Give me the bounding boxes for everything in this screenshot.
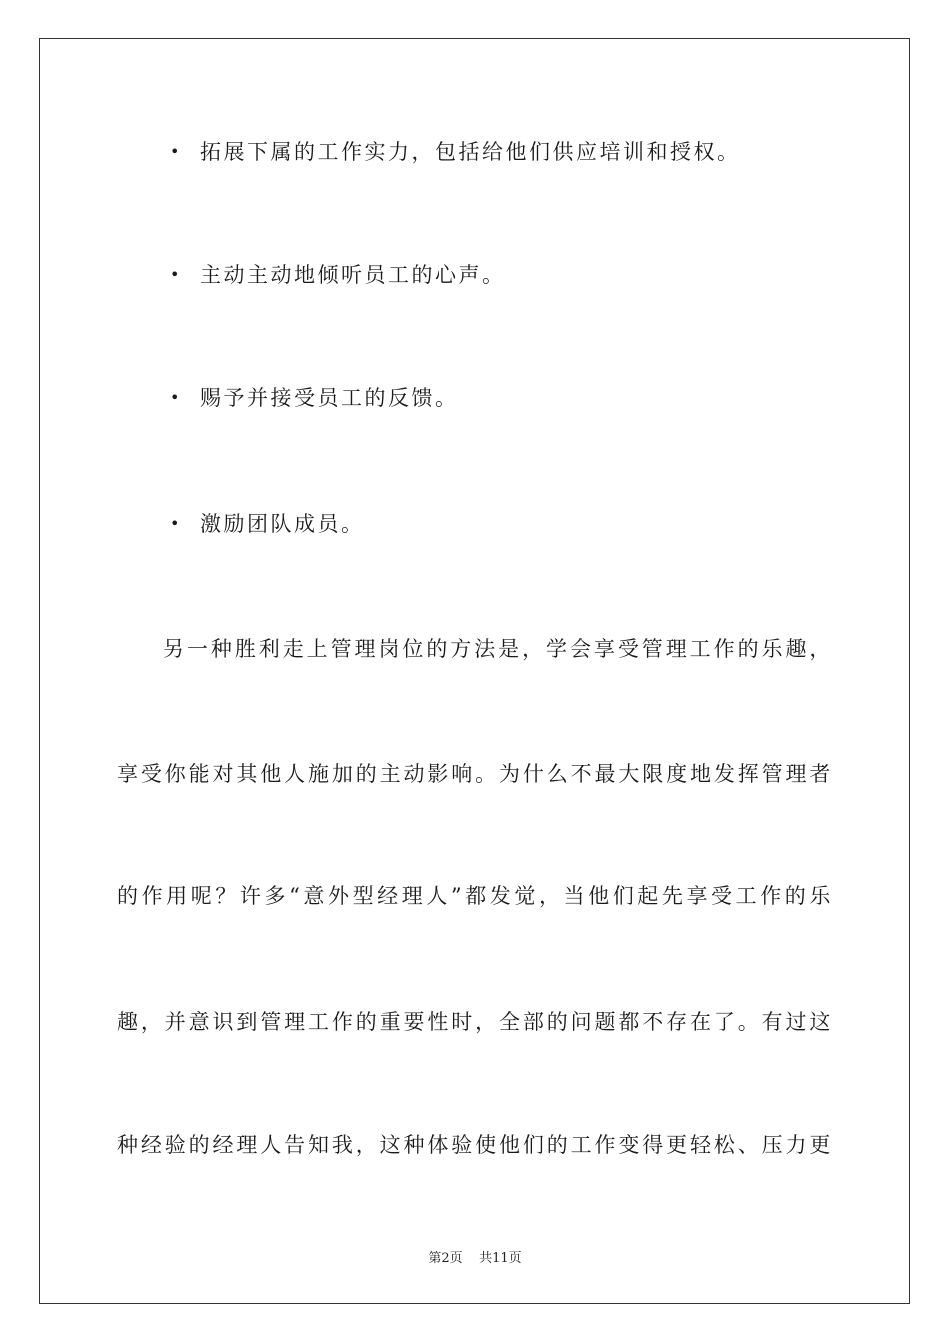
bullet-item <box>170 259 506 289</box>
bullet-text: 主动主动地倾听员工的心声。 <box>200 263 506 287</box>
bullet-item <box>170 508 365 538</box>
bullet-marker: • <box>170 141 182 161</box>
bullet-item <box>170 382 459 412</box>
bullet-item <box>170 136 741 166</box>
page-border <box>39 38 910 1304</box>
paragraph-line: 趣，并意识到管理工作的重要性时，全部的问题都不存在了。有过这 <box>117 1010 833 1034</box>
bullet-text: 拓展下属的工作实力，包括给他们供应培训和授权。 <box>200 140 741 164</box>
bullet-marker: • <box>170 513 182 533</box>
paragraph-line: 种经验的经理人告知我，这种体验使他们的工作变得更轻松、压力更 <box>117 1133 833 1157</box>
bullet-text: 激励团队成员。 <box>200 512 365 536</box>
bullet-marker: • <box>170 387 182 407</box>
page-number-footer: 第2页 共11页 <box>428 1251 522 1266</box>
paragraph-line: 另一种胜利走上管理岗位的方法是，学会享受管理工作的乐趣， <box>163 637 833 661</box>
paragraph-line: 享受你能对其他人施加的主动影响。为什么不最大限度地发挥管理者 <box>117 762 833 786</box>
bullet-text: 赐予并接受员工的反馈。 <box>200 386 459 410</box>
bullet-marker: • <box>170 264 182 284</box>
paragraph-line: 的作用呢？许多“意外型经理人”都发觉，当他们起先享受工作的乐 <box>117 884 833 908</box>
